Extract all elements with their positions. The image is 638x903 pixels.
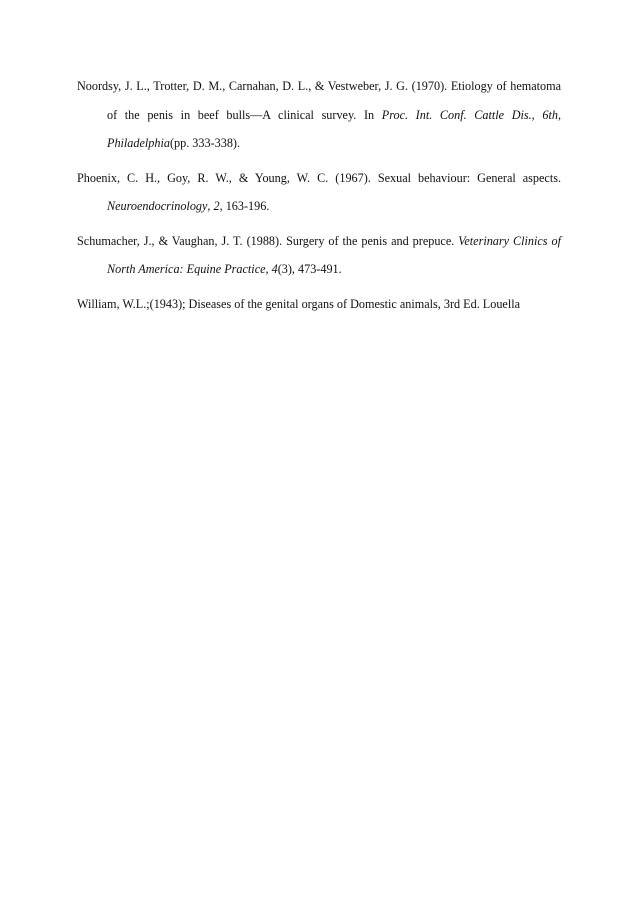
reference-phoenix-1967: [77, 164, 561, 221]
reference-text: (3), 473-491.: [277, 262, 342, 276]
reference-noordsy-1970: [77, 72, 561, 158]
reference-text: (pp. 333-338).: [169, 136, 241, 150]
reference-volume: 2: [213, 199, 220, 213]
reference-schumacher-1988: [77, 227, 561, 284]
reference-text: Schumacher, J., & Vaughan, J. T. (1988). Surgery of the penis and prepuce.: [77, 233, 459, 248]
reference-volume: 4: [271, 262, 278, 276]
reference-william-1943: [77, 290, 561, 319]
reference-text: Phoenix, C. H., Goy, R. W., & Young, W. C. (1967). Sexual behaviour: General aspects.: [77, 170, 561, 185]
reference-italic-source: Proc. Int. Conf. Cattle Dis., 6th, Philadelphia: [107, 107, 561, 150]
reference-text: , 163-196.: [219, 199, 270, 213]
reference-list: [77, 72, 561, 324]
reference-journal: Veterinary Clinics of North America: Equine Practice: [107, 233, 562, 276]
reference-journal: Neuroendocrinology: [107, 199, 208, 213]
reference-text: Noordsy, J. L., Trotter, D. M., Carnahan, D. L., & Vestweber, J. G. (1970). Etiology of hematoma of the penis in beef bulls—A clinical survey. In: [77, 79, 561, 122]
reference-text: ,: [265, 262, 272, 276]
reference-text: ,: [207, 199, 214, 213]
reference-text: William, W.L.;(1943); Diseases of the genital organs of Domestic animals, 3rd Ed. Louella: [77, 296, 521, 311]
